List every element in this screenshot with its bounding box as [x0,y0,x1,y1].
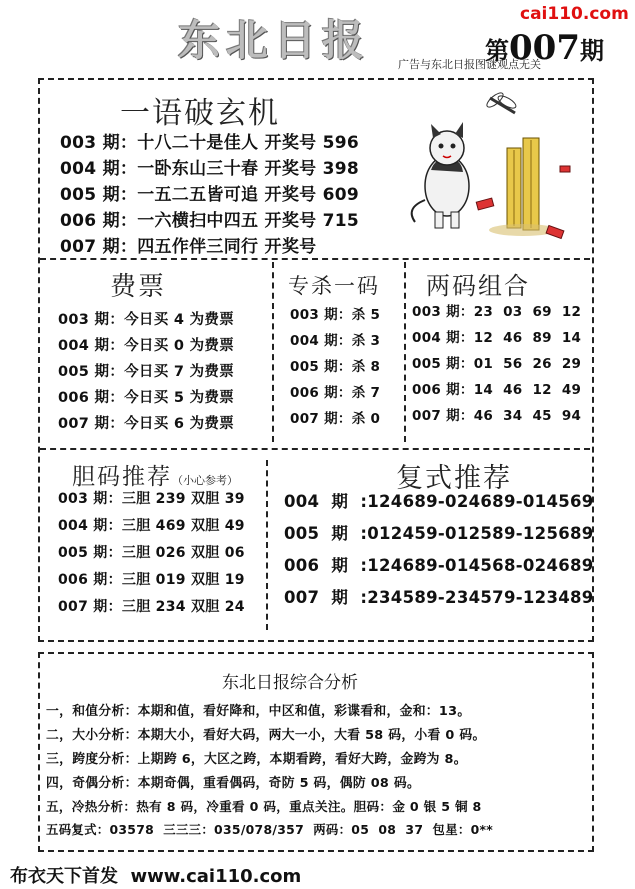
fee-row: 003 期：今日买 4 为费票 [58,312,235,328]
gall-title: 胆码推荐（小心参考） [72,464,238,490]
wooden-stakes-icon [489,138,557,236]
analysis-title: 东北日报综合分析 [222,673,358,693]
gall-row: 007 期：三胆 234 双胆 24 [58,599,245,615]
gall-note: （小心参考） [172,474,238,487]
kill-row: 005 期：杀 8 [290,359,381,375]
compound-title: 复式推荐 [396,463,512,494]
site-link[interactable]: cai110.com [520,4,629,24]
pairs-row: 005 期：01 56 26 29 [412,356,582,372]
cat-cartoon-illustration [395,88,585,248]
riddle-row: 003 期：十八二十是佳人 开奖号 596 [60,133,360,153]
analysis-line: 三，跨度分析：上期跨 6，大区之跨，本期看跨，看好大跨，金跨为 8。 [46,752,467,767]
fee-row: 005 期：今日买 7 为费票 [58,364,235,380]
analysis-line: 五，冷热分析：热有 8 码，冷重看 0 码，重点关注。胆码：金 0 银 5 铜 8 [46,799,482,814]
kill-row: 007 期：杀 0 [290,411,381,427]
pairs-row: 006 期：14 46 12 49 [412,382,582,398]
fee-row: 004 期：今日买 0 为费票 [58,338,235,354]
footer-credit[interactable]: 布衣天下首发 www.cai110.com [10,866,302,887]
analysis-line: 四，奇偶分析：本期奇偶，重看偶码，奇防 5 码，偶防 08 码。 [46,776,421,791]
gall-list [58,488,245,623]
analysis-list [46,700,493,844]
analysis-summary: 五码复式：03578 三三三：035/078/357 两码：05 08 37 包星：0** [46,822,494,837]
gall-row: 003 期：三胆 239 双胆 39 [58,491,245,507]
newspaper-title: 东北日报 [178,16,371,65]
fee-list [58,308,234,438]
fee-row: 007 期：今日买 6 为费票 [58,416,235,432]
dragonfly-icon [485,91,518,113]
gall-row: 006 期：三胆 019 双胆 19 [58,572,245,588]
compound-list [284,488,594,616]
compound-row: 007 期 :234589-234579-123489 [284,588,594,607]
kill-row: 003 期：杀 5 [290,307,381,323]
issue-number: 第007期 [485,28,604,68]
divider-v2 [404,262,406,442]
disclaimer: 广告与东北日报图谜观点无关 [398,58,541,71]
gall-row: 005 期：三胆 026 双胆 06 [58,545,245,561]
divider-middle [40,448,590,450]
cat-icon [412,122,469,228]
fee-title: 费票 [110,272,167,302]
pairs-row: 003 期：23 03 69 12 [412,304,582,320]
analysis-line: 二，大小分析：本期大小，看好大码，两大一小，大看 58 码，小看 0 码。 [46,728,486,743]
riddle-row: 007 期：四五作伴三同行 开奖号 [60,237,317,257]
pairs-row: 004 期：12 46 89 14 [412,330,582,346]
riddle-row: 006 期：一六横扫中四五 开奖号 715 [60,211,360,231]
riddle-title: 一语破玄机 [120,96,280,131]
compound-row: 005 期 :012459-012589-125689 [284,524,594,543]
kill-row: 006 期：杀 7 [290,385,381,401]
divider-v1 [272,262,274,442]
fee-row: 006 期：今日买 5 为费票 [58,390,235,406]
pairs-list [412,300,581,430]
divider-top [40,258,590,260]
kill-row: 004 期：杀 3 [290,333,381,349]
analysis-line: 一，和值分析：本期和值，看好降和，中区和值，彩谍看和，金和：13。 [46,704,471,719]
riddle-row: 005 期：一五二五皆可追 开奖号 609 [60,185,360,205]
kill-list [290,303,380,433]
riddle-row: 004 期：一卧东山三十春 开奖号 398 [60,159,360,179]
compound-row: 006 期 :124689-014568-024689 [284,556,594,575]
compound-row: 004 期 :124689-024689-014569 [284,492,594,511]
divider-v3 [266,460,268,630]
pairs-row: 007 期：46 34 45 94 [412,408,582,424]
gall-row: 004 期：三胆 469 双胆 49 [58,518,245,534]
pairs-title: 两码组合 [426,272,530,300]
kill-title: 专杀一码 [288,274,380,298]
riddle-list [60,128,359,258]
